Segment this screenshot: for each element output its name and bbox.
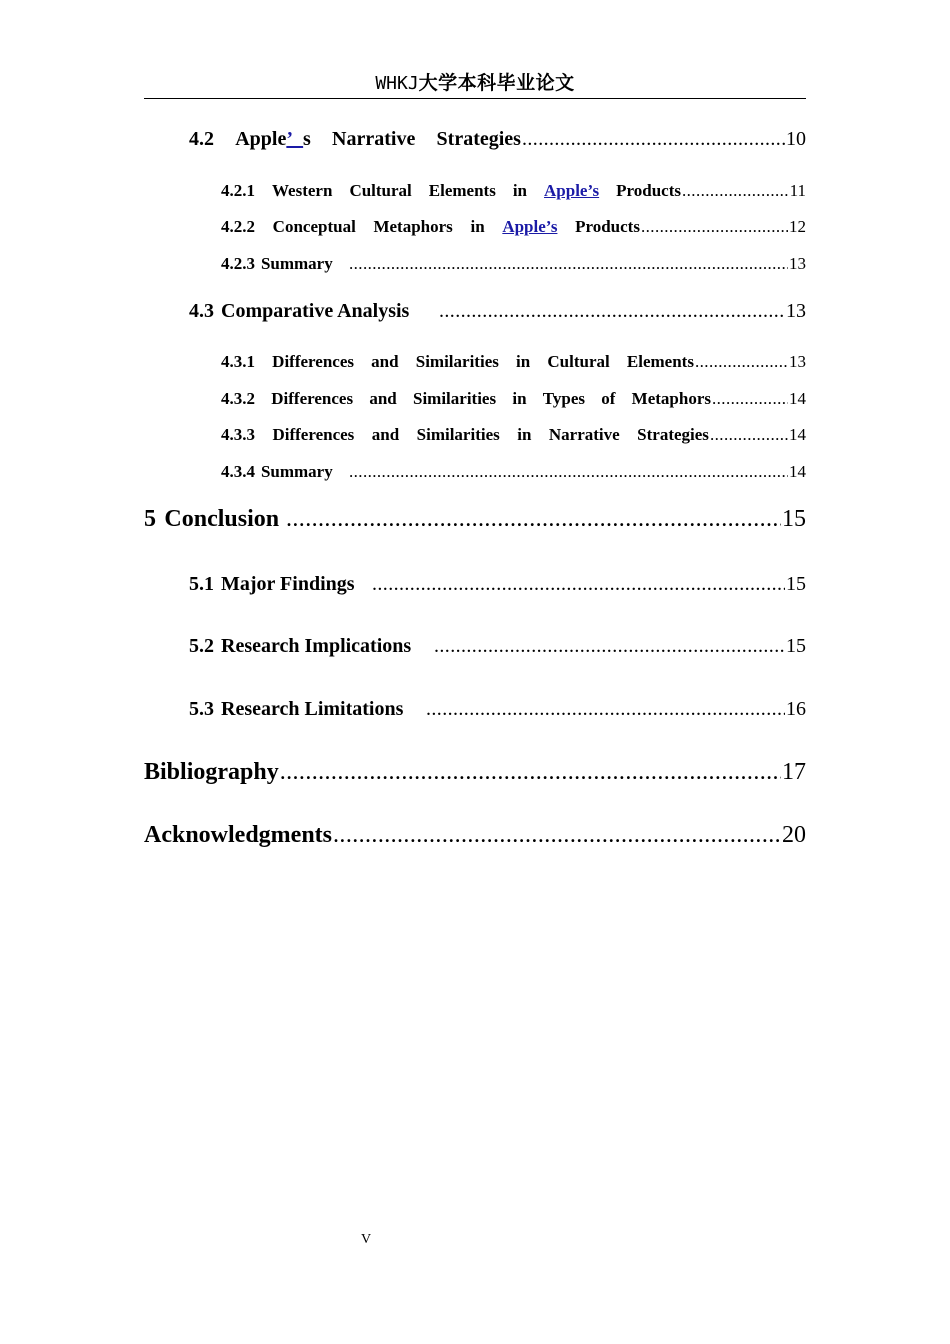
toc-entry-4-2[interactable]: [189, 128, 806, 151]
toc-word: Major Findings: [221, 573, 355, 595]
toc-entry-bibliography[interactable]: [144, 759, 806, 786]
toc-page-number: 17: [782, 759, 806, 785]
dot-leader: [682, 181, 789, 201]
dot-leader: [710, 425, 788, 445]
toc-word: Research Implications: [221, 635, 412, 657]
page-number-footer: V: [360, 1232, 372, 1247]
toc-entry-title: [144, 822, 332, 849]
toc-number: 4.3: [189, 300, 214, 322]
toc-page-number: 15: [786, 573, 806, 595]
toc-entry-title: [221, 352, 694, 372]
toc-page-number: 20: [782, 822, 806, 848]
toc-word: Similarities: [415, 352, 499, 371]
toc-word: Western: [272, 181, 333, 200]
toc-word: Apple’_s: [235, 128, 311, 150]
toc-word: Products: [575, 217, 640, 236]
toc-word: Narrative: [332, 128, 416, 150]
toc-number: 5.1: [189, 573, 214, 595]
toc-page-number: 14: [789, 389, 806, 408]
toc-page-number: 14: [789, 425, 806, 444]
toc-entry-title: [189, 128, 521, 151]
toc-word: Strategies: [436, 128, 521, 150]
toc-word: Summary: [260, 462, 333, 481]
toc-word: of: [601, 389, 616, 408]
dot-leader: [349, 462, 788, 482]
toc-page-number: 13: [789, 254, 806, 273]
toc-entry-4-3[interactable]: [189, 300, 806, 323]
toc-page-number: 13: [786, 300, 806, 322]
dot-leader: [522, 128, 785, 151]
toc-number: 4.3.3: [221, 425, 255, 444]
toc-entry-acknowledgments[interactable]: [144, 822, 806, 849]
toc-word: Cultural: [547, 352, 610, 371]
toc-word: Bibliography: [144, 759, 279, 785]
toc-number: 4.2.1: [221, 181, 255, 200]
toc-word: Conclusion: [164, 506, 280, 532]
toc-number: 4.3.1: [221, 352, 255, 371]
toc-entry-4-2-1[interactable]: [221, 181, 806, 201]
toc-number: 5.2: [189, 635, 214, 657]
apple-link[interactable]: Apple’s: [502, 217, 558, 236]
toc-entry-4-2-2[interactable]: [221, 217, 806, 237]
dot-leader: [349, 254, 788, 274]
toc-number: 4.2.3: [221, 254, 255, 273]
toc-word: Similarities: [412, 389, 497, 408]
header-latin: WHKJ: [375, 73, 419, 94]
toc-entry-4-3-2[interactable]: [221, 389, 806, 409]
toc-page-number: 11: [789, 181, 806, 200]
toc-page-number: 14: [789, 462, 806, 481]
toc-word: and: [369, 389, 397, 408]
toc-entry-5-2[interactable]: [189, 635, 806, 658]
toc-entry-title: [221, 389, 711, 409]
toc-entry-title: [221, 425, 709, 445]
toc-number: 4.3.4: [221, 462, 255, 481]
apple-link[interactable]: Apple’s: [544, 181, 600, 200]
toc-entry-title: [221, 462, 348, 482]
dot-leader: [641, 217, 788, 237]
toc-entry-5-1[interactable]: [189, 573, 806, 596]
toc-entry-title: [144, 759, 279, 786]
toc-page-number: 15: [782, 506, 806, 532]
toc-entry-5-3[interactable]: [189, 698, 806, 721]
toc-word: Comparative Analysis: [221, 300, 410, 322]
toc-word: in: [470, 217, 485, 236]
toc-page-number: 13: [789, 352, 806, 371]
dot-leader: [434, 635, 785, 658]
toc-entry-4-3-1[interactable]: [221, 352, 806, 372]
dot-leader: [286, 506, 781, 533]
toc-entry-4-2-3[interactable]: [221, 254, 806, 274]
toc-word: Narrative: [548, 425, 620, 444]
toc-word: Research Limitations: [221, 698, 404, 720]
toc-word: Metaphors: [631, 389, 711, 408]
toc-number: 4.2: [189, 128, 214, 150]
toc-entry-title: [189, 635, 433, 658]
toc-entry-title: [189, 698, 425, 721]
dot-leader: [695, 352, 788, 372]
dot-leader: [333, 822, 781, 849]
toc-word: Elements: [428, 181, 496, 200]
dot-leader: [712, 389, 788, 409]
toc-entry-title: [144, 506, 285, 533]
toc-word: Elements: [626, 352, 694, 371]
toc-word: in: [517, 425, 532, 444]
toc-word: Strategies: [637, 425, 709, 444]
toc-number: 4.2.2: [221, 217, 255, 236]
toc-entry-title: [221, 217, 640, 237]
toc-entry-title: [221, 181, 681, 201]
toc-word: and: [371, 425, 400, 444]
toc-page-number: 15: [786, 635, 806, 657]
page-header: [144, 70, 806, 99]
toc-word: Similarities: [416, 425, 500, 444]
toc-word: in: [512, 389, 527, 408]
toc-entry-5[interactable]: [144, 506, 806, 533]
dot-leader: [439, 300, 785, 323]
toc-word: Differences: [272, 425, 355, 444]
toc-word: Differences: [272, 352, 354, 371]
toc-word: Differences: [271, 389, 354, 408]
toc-entry-title: [189, 573, 371, 596]
toc-number: 5.3: [189, 698, 214, 720]
dot-leader: [372, 573, 785, 596]
toc-word: Conceptual: [272, 217, 356, 236]
toc-page-number: 12: [789, 217, 806, 236]
toc-page-number: 10: [786, 128, 806, 150]
toc-entry-4-3-3[interactable]: [221, 425, 806, 445]
toc-entry-title: [189, 300, 438, 323]
apostrophe-link[interactable]: ’_: [286, 128, 304, 150]
toc-word: in: [516, 352, 531, 371]
toc-word: Summary: [260, 254, 333, 273]
toc-word: Metaphors: [373, 217, 453, 236]
toc-word: Types: [542, 389, 585, 408]
toc-page-number: 16: [786, 698, 806, 720]
toc-word: and: [371, 352, 399, 371]
toc-entry-title: [221, 254, 348, 274]
dot-leader: [280, 759, 781, 786]
header-title: 大学本科毕业论文: [418, 73, 575, 94]
toc-word: Cultural: [349, 181, 412, 200]
toc-word: Products: [616, 181, 681, 200]
toc-number: 5: [144, 506, 156, 532]
toc-word: Acknowledgments: [144, 822, 333, 848]
toc-number: 4.3.2: [221, 389, 255, 408]
dot-leader: [426, 698, 785, 721]
toc-word: in: [512, 181, 528, 200]
toc-entry-4-3-4[interactable]: [221, 462, 806, 482]
